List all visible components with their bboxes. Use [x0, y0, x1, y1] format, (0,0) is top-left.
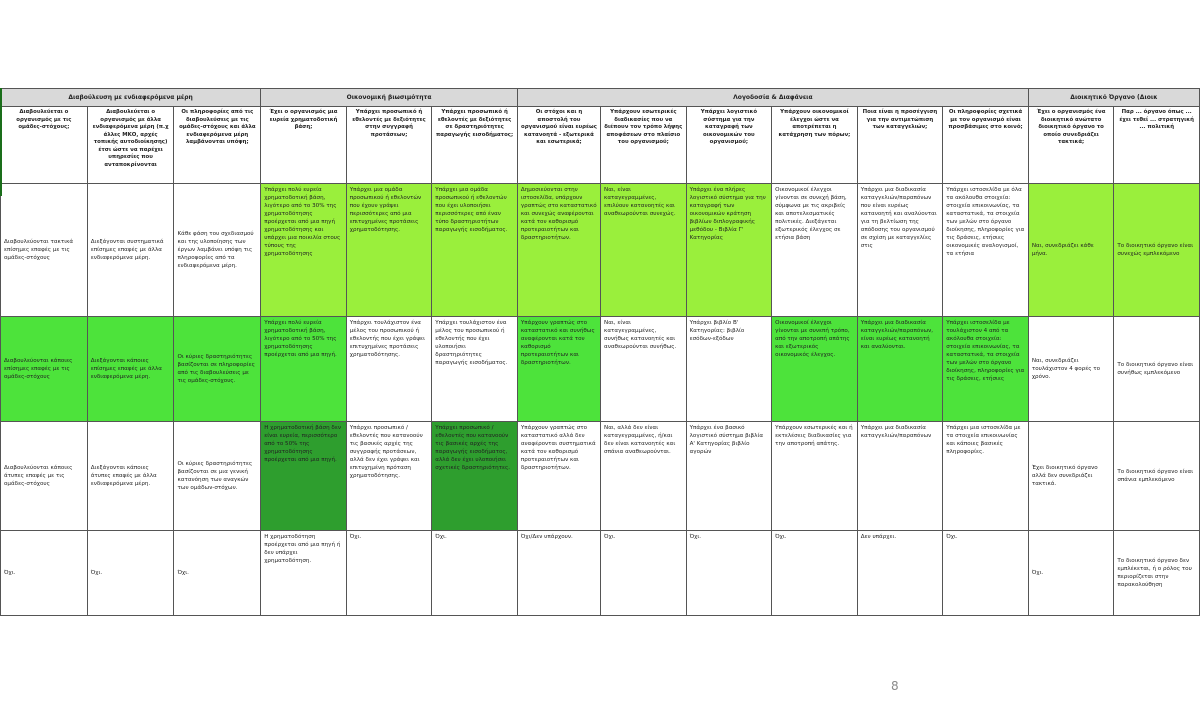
- table-cell: Διεξάγονται κάποιες επίσημες επαφές με άλλα ενδιαφερόμενα μέρη.: [87, 317, 174, 422]
- table-cell: Υπάρχουν εσωτερικές και ή εκτελέσεις διαδικασίες για την αποτροπή απάτης.: [772, 422, 858, 531]
- table-row: [1, 422, 1200, 531]
- column-header-row: [1, 107, 1200, 184]
- table-cell: Κάθε φάση του σχεδιασμού και της υλοποίησης των έργων λαμβάνει υπόψη τις πληροφορίες από τα ενδιαφερόμενα μέρη.: [174, 184, 261, 317]
- table-cell: Η χρηματοδότηση προέρχεται από μια πηγή ή δεν υπάρχει χρηματοδότηση.: [261, 531, 347, 616]
- assessment-table: [0, 88, 1200, 616]
- group-header: Λογοδοσία & Διαφάνεια: [517, 89, 1028, 107]
- page-number: 8: [891, 679, 899, 693]
- table-row: [1, 184, 1200, 317]
- column-header: Οι πληροφορίες από τις διαβουλεύσεις με τις ομάδες-στόχους και άλλα ενδιαφερόμενα μέρη λαμβάνονται υπόψη;: [174, 107, 261, 184]
- table-cell: Ναι, είναι καταγεγραμμένες, επιλύουν κατανοητές και αναθεωρούνται συνεχώς.: [601, 184, 687, 317]
- table-cell: Όχι.: [1028, 531, 1114, 616]
- table-cell: Υπάρχει ένα πλήρες λογιστικό σύστημα για την καταγραφή των οικονομικών κράτηση βιβλίων διπλογραφικής μεθόδου - Βιβλία Γ' Κατηγορίας: [686, 184, 772, 317]
- table-cell: Έχει διοικητικό όργανο αλλά δεν συνεδριάζει τακτικά.: [1028, 422, 1114, 531]
- table-cell: Ναι, συνεδριάζει τουλάχιστον 4 φορές το χρόνο.: [1028, 317, 1114, 422]
- group-header-row: [1, 89, 1200, 107]
- table-cell: Διεξάγονται κάποιες άτυπες επαφές με άλλα ενδιαφερόμενα μέρη.: [87, 422, 174, 531]
- table-cell: Όχι.: [1, 531, 88, 616]
- table-cell: Υπάρχει πολύ ευρεία χρηματοδοτική βάση, λιγότερο από το 30% της χρηματοδότησης προέρχεται από μια πηγή χρηματοδότησης και υπάρχει μια ποικιλία στους τύπους της χρηματοδότησης: [261, 184, 347, 317]
- table-cell: Υπάρχει τουλάχιστον ένα μέλος του προσωπικού ή εθελοντής που έχει γράψει επιτυχημένες προτάσεις χρηματοδότησης.: [346, 317, 432, 422]
- table-cell: Ναι, αλλά δεν είναι καταγεγραμμένες, ή/και δεν είναι κατανοητές και σπάνια αναθεωρούνται.: [601, 422, 687, 531]
- assessment-table-container: [0, 88, 1194, 622]
- column-header: Παρ ... όργανο όπως ... έχει τεθεί ... στρατηγική ... πολιτική: [1114, 107, 1200, 184]
- column-header: Υπάρχουν εσωτερικές διαδικασίες που να διέπουν τον τρόπο λήψης αποφάσεων στο πλαίσιο του οργανισμού;: [601, 107, 687, 184]
- table-cell: Όχι/Δεν υπάρχουν.: [517, 531, 600, 616]
- table-cell: Όχι.: [601, 531, 687, 616]
- column-header: Υπάρχει προσωπικό ή εθελοντές με δεξιότητες σε δραστηριότητες παραγωγής εισοδήματος;: [432, 107, 518, 184]
- table-cell: Υπάρχει ιστοσελίδα με όλα τα ακόλουθα στοιχεία: στοιχεία επικοινωνίας, τα καταστατικά, τα στοιχεία των μελών στο όργανο διοίκησης, πληροφορίες για τις δράσεις, ετήσιες οικονομικές αναλογισμοί, τα ετήσια: [943, 184, 1029, 317]
- table-cell: Υπάρχει ιστοσελίδα με τουλάχιστον 4 από τα ακόλουθα στοιχεία: στοιχεία επικοινωνίας, τα καταστατικά, τα στοιχεία των μελών στο όργανο διοίκησης, πληροφορίες για τις δράσεις, ετήσιες: [943, 317, 1029, 422]
- table-cell: Υπάρχει μια ιστοσελίδα με τα στοιχεία επικοινωνίας και κάποιες βασικές πληροφορίες.: [943, 422, 1029, 531]
- table-cell: Υπάρχει προσωπικό / εθελοντές που κατανοούν τις βασικές αρχές της παραγωγής εισοδήματος, αλλά δεν έχει υλοποιήσει σχετικές δραστηριότητες.: [432, 422, 518, 531]
- table-cell: Το διοικητικό όργανο είναι συνεχώς εμπλεκόμενο: [1114, 184, 1200, 317]
- column-header: Έχει ο οργανισμός ένα διοικητικό ανώτατο διοικητικό όργανο το οποίο συνεδριάζει τακτικά;: [1028, 107, 1114, 184]
- table-cell: Το διοικητικό όργανο είναι συνήθως εμπλεκόμενο: [1114, 317, 1200, 422]
- table-cell: Διαβουλεύονται κάποιες επίσημες επαφές με τις ομάδες-στόχους: [1, 317, 88, 422]
- table-cell: Οι κύριες δραστηριότητες βασίζονται σε πληροφορίες από τις διαβουλεύσεις με τις ομάδες-στόχους.: [174, 317, 261, 422]
- table-cell: Υπάρχει βιβλίο Β' Κατηγορίας: βιβλίο εσόδων-εξόδων: [686, 317, 772, 422]
- table-cell: Όχι.: [772, 531, 858, 616]
- column-header: Οι πληροφορίες σχετικά με τον οργανισμό είναι προσβάσιμες στο κοινό;: [943, 107, 1029, 184]
- group-header: Διοικητικό Όργανο (Διοικ: [1028, 89, 1199, 107]
- column-header: Οι στόχοι και η αποστολή του οργανισμού είναι ευρέως κατανοητά - εξωτερικά και εσωτερικά;: [517, 107, 600, 184]
- table-cell: Όχι.: [346, 531, 432, 616]
- table-cell: Όχι.: [174, 531, 261, 616]
- table-cell: Ναι, είναι καταγεγραμμένες, συνήθως κατανοητές και αναθεωρούνται συνήθως.: [601, 317, 687, 422]
- table-cell: Υπάρχει μια διαδικασία καταγγελιών/παραπόνων, είναι ευρέως κατανοητή και αναλύονται.: [857, 317, 943, 422]
- table-cell: Όχι.: [432, 531, 518, 616]
- column-header: Έχει ο οργανισμός μια ευρεία χρηματοδοτική βάση;: [261, 107, 347, 184]
- column-header: Διαβουλεύεται ο οργανισμός με τις ομάδες-στόχους;: [1, 107, 88, 184]
- table-cell: Δεν υπάρχει.: [857, 531, 943, 616]
- column-header: Ποια είναι η προσέγγιση για την αντιμετώπιση των καταγγελιών;: [857, 107, 943, 184]
- table-cell: Διαβουλεύονται κάποιες άτυπες επαφές με τις ομάδες-στόχους: [1, 422, 88, 531]
- group-header: Οικονομική βιωσιμότητα: [261, 89, 518, 107]
- left-accent-bar: [0, 88, 2, 196]
- table-cell: Υπάρχουν γραπτώς στο καταστατικό και συνήθως αναφέρονται κατά τον καθορισμό προτεραιοτήτων και δραστηριοτήτων.: [517, 317, 600, 422]
- table-cell: Οι κύριες δραστηριότητες βασίζονται σε μια γενική κατανόηση των αναγκών των ομάδων-στόχων.: [174, 422, 261, 531]
- table-cell: Υπάρχει μια διαδικασία καταγγελιών/παραπόνων: [857, 422, 943, 531]
- table-cell: Διεξάγονται συστηματικά επίσημες επαφές με άλλα ενδιαφερόμενα μέρη.: [87, 184, 174, 317]
- table-cell: Οικονομικοί έλεγχοι γίνονται με συνεπή τρόπο, από την αποτροπή απάτης και εξωτερικός οικονομικός έλεγχος.: [772, 317, 858, 422]
- table-cell: Διαβουλεύονται τακτικά επίσημες επαφές με τις ομάδες-στόχους: [1, 184, 88, 317]
- table-cell: Υπάρχει προσωπικό / εθελοντές που κατανοούν τις βασικές αρχές της συγγραφής προτάσεων, αλλά δεν έχει γράψει και επιτυχημένη πρόταση χρηματοδότησης.: [346, 422, 432, 531]
- table-cell: Όχι.: [943, 531, 1029, 616]
- table-cell: Ναι, συνεδριάζει κάθε μήνα.: [1028, 184, 1114, 317]
- table-cell: Υπάρχει τουλάχιστον ένα μέλος του προσωπικού ή εθελοντής που έχει υλοποιήσει δραστηριότητες παραγωγής εισοδήματος.: [432, 317, 518, 422]
- table-row: [1, 317, 1200, 422]
- table-row: [1, 531, 1200, 616]
- table-cell: Υπάρχει μια ομάδα προσωπικού ή εθελοντών που έχουν γράψει περισσότερες από μια επιτυχημένες προτάσεις χρηματοδότησης.: [346, 184, 432, 317]
- table-cell: Η χρηματοδοτική βάση δεν είναι ευρεία, περισσότερο από το 50% της χρηματοδότησης προέρχεται από μια πηγή.: [261, 422, 347, 531]
- table-body: [1, 184, 1200, 616]
- group-header: Διαβούλευση με ενδιαφερόμενα μέρη: [1, 89, 261, 107]
- table-cell: Δημοσιεύονται στην ιστοσελίδα, υπάρχουν γραπτώς στο καταστατικό και συνεχώς αναφέρονται κατά τον καθορισμό προτεραιοτήτων και δραστηριοτήτων.: [517, 184, 600, 317]
- table-cell: Όχι.: [87, 531, 174, 616]
- table-cell: Υπάρχει μια διαδικασία καταγγελιών/παραπόνων που είναι ευρέως κατανοητή και αναλύονται για τη βελτίωση της απόδοσης του οργανισμού σε σχέση με καταγγελίες στις: [857, 184, 943, 317]
- column-header: Υπάρχει προσωπικό ή εθελοντές με δεξιότητες στην συγγραφή προτάσεων;: [346, 107, 432, 184]
- table-cell: Υπάρχουν γραπτώς στο καταστατικό αλλά δεν αναφέρονται συστηματικά κατά τον καθορισμό προτεραιοτήτων και δραστηριοτήτων.: [517, 422, 600, 531]
- column-header: Υπάρχει λογιστικό σύστημα για την καταγραφή των οικονομικών του οργανισμού;: [686, 107, 772, 184]
- column-header: Διαβουλεύεται ο οργανισμός με άλλα ενδιαφερόμενα μέρη (π.χ άλλες ΜΚΟ, αρχές τοπικής αυτοδιοίκησης) έτσι ώστε να παρέχει υπηρεσίες που ανταποκρίνονται: [87, 107, 174, 184]
- table-cell: Το διοικητικό όργανο είναι σπάνια εμπλεκόμενο: [1114, 422, 1200, 531]
- table-cell: Υπάρχει ένα βασικό λογιστικό σύστημα βιβλία Α' Κατηγορίας βιβλίο αγορών: [686, 422, 772, 531]
- table-cell: Υπάρχει μια ομάδα προσωπικού ή εθελοντών που έχει υλοποιήσει περισσότερες από έναν τύπο δραστηριοτήτων παραγωγής εισοδήματος.: [432, 184, 518, 317]
- column-header: Υπάρχουν οικονομικοί έλεγχοι ώστε να αποτρέπεται η κατάχρηση των πόρων;: [772, 107, 858, 184]
- table-cell: Όχι.: [686, 531, 772, 616]
- table-cell: Οικονομικοί έλεγχοι γίνονται σε συνεχή βάση, σύμφωνα με τις ακριβείς και αποτελεσματικές πολιτικές. Διεξάγεται εξωτερικός έλεγχος σε ετήσια βάση: [772, 184, 858, 317]
- table-cell: Το διοικητικό όργανο δεν εμπλέκεται, ή ο ρόλος του περιορίζεται στην παρακολούθηση: [1114, 531, 1200, 616]
- table-cell: Υπάρχει πολύ ευρεία χρηματοδοτική βάση, λιγότερο από το 50% της χρηματοδότησης προέρχεται από μια πηγή.: [261, 317, 347, 422]
